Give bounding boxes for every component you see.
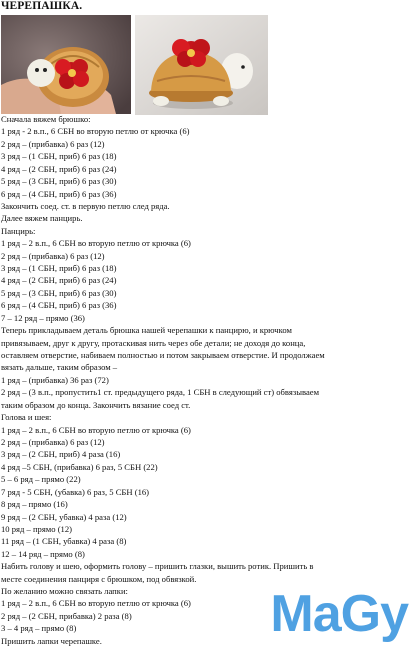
text-line: 1 ряд – 2 в.п., 6 СБН во вторую петлю от крючка (6) <box>1 238 191 249</box>
text-line: По желанию можно связать лапки: <box>1 586 128 597</box>
text-line: 1 ряд – 2 в.п., 6 СБН во вторую петлю от крючка (6) <box>1 598 191 609</box>
text-line: 2 ряд – (прибавка) 6 раз (12) <box>1 138 105 149</box>
turtle-photo-side <box>135 15 268 115</box>
document-title: ЧЕРЕПАШКА. <box>1 0 83 12</box>
text-line: 12 – 14 ряд – прямо (8) <box>1 548 85 559</box>
text-line: Набить голову и шею, оформить голову – пришить глазки, вышить ротик. Пришить в <box>1 561 314 572</box>
text-line: 5 ряд – (3 СБН, приб) 6 раз (30) <box>1 287 117 298</box>
text-line: Закончить соед. ст. в первую петлю след ряда. <box>1 200 170 211</box>
text-line: 1 ряд - 2 в.п., 6 СБН во вторую петлю от крючка (6) <box>1 126 190 137</box>
text-line: 4 ряд – (2 СБН, приб) 6 раз (24) <box>1 275 117 286</box>
text-line: 3 – 4 ряд – прямо (8) <box>1 623 77 634</box>
instructions-text <box>1 113 411 647</box>
text-line: 2 ряд – (3 в.п., пропустить1 ст. предыдущего ряда, 1 СБН в следующий ст) обвязываем <box>1 387 320 398</box>
text-line: 5 – 6 ряд – прямо (22) <box>1 474 81 485</box>
text-line: привязываем, друг к другу, протаскивая нить через обе детали; не доходя до конца, <box>1 337 306 348</box>
text-line: оставляем отверстие, набиваем полностью и потом закрываем отверстие. И продолжаем <box>1 350 325 361</box>
text-line: 3 ряд – (2 СБН, приб) 4 раза (16) <box>1 449 121 460</box>
text-line: Пришить лапки черепашке. <box>1 635 102 646</box>
text-line: 3 ряд – (1 СБН, приб) 6 раз (18) <box>1 151 117 162</box>
text-line: таким образом до конца. Закончить вязание соед ст. <box>1 399 191 410</box>
text-line: 4 ряд –5 СБН, (прибавка) 6 раз, 5 СБН (22) <box>1 461 158 472</box>
text-line: 3 ряд – (1 СБН, приб) 6 раз (18) <box>1 263 117 274</box>
text-line: 9 ряд – (2 СБН, убавка) 4 раза (12) <box>1 511 127 522</box>
text-line: 1 ряд – (прибавка) 36 раз (72) <box>1 374 109 385</box>
text-line: 2 ряд – (прибавка) 6 раз (12) <box>1 250 105 261</box>
text-line: Теперь прикладываем деталь брюшка нашей черепашки к панцирю, и крючком <box>1 325 292 336</box>
text-line: 4 ряд – (2 СБН, приб) 6 раз (24) <box>1 163 117 174</box>
text-line: 6 ряд – (4 СБН, приб) 6 раз (36) <box>1 300 117 311</box>
text-line: 2 ряд – (2 СБН, прибавка) 2 раза (8) <box>1 610 132 621</box>
text-line: Далее вяжем панцирь. <box>1 213 83 224</box>
text-line: месте соединения панциря с брюшком, под обвязкой. <box>1 573 197 584</box>
text-line: 2 ряд – (прибавка) 6 раз (12) <box>1 436 105 447</box>
text-line: Панцирь: <box>1 225 36 236</box>
text-line: 7 ряд - 5 СБН, (убавка) 6 раз, 5 СБН (16) <box>1 486 150 497</box>
text-line: Голова и шея: <box>1 412 52 423</box>
text-line: 7 – 12 ряд – прямо (36) <box>1 312 85 323</box>
text-line: 10 ряд – прямо (12) <box>1 523 73 534</box>
turtle-photo-hand <box>1 15 131 114</box>
text-line: 11 ряд – (1 СБН, убавка) 4 раза (8) <box>1 536 127 547</box>
text-line: вязать дальше, таким образом – <box>1 362 118 373</box>
text-line: Сначала вяжем брюшко: <box>1 114 91 124</box>
text-line: 8 ряд – прямо (16) <box>1 499 68 510</box>
watermark-logo: MaGy <box>270 585 408 643</box>
text-line: 6 ряд – (4 СБН, приб) 6 раз (36) <box>1 188 117 199</box>
text-line: 5 ряд – (3 СБН, приб) 6 раз (30) <box>1 176 117 187</box>
text-line: 1 ряд – 2 в.п., 6 СБН во вторую петлю от крючка (6) <box>1 424 191 435</box>
